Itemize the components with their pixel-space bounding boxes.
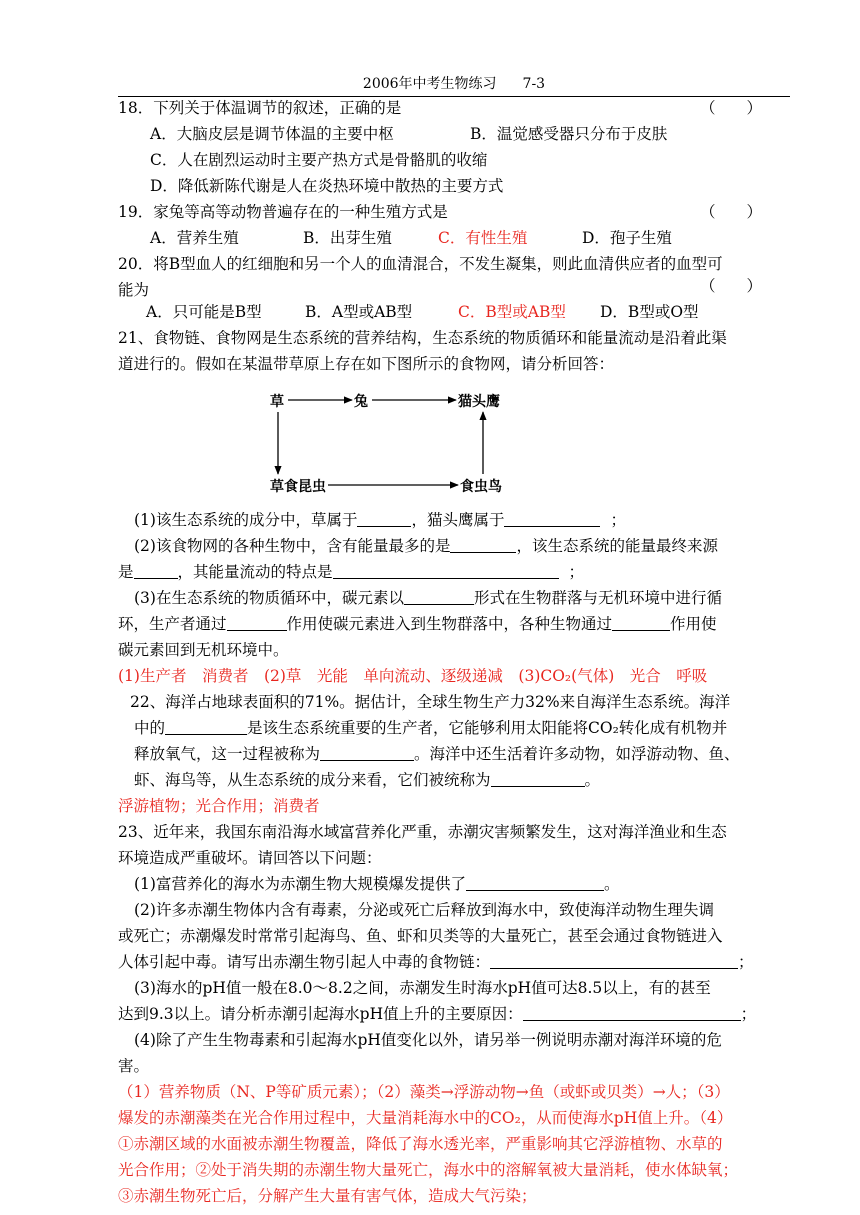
node-grass: 草 — [270, 394, 284, 410]
q23-part2-line3: 人体引起中毒。请写出赤潮生物引起人中毒的食物链： ； — [118, 953, 754, 971]
q19-stem: 19．家兔等高等动物普遍存在的一种生殖方式是 — [118, 203, 448, 221]
q18-option-d: D．降低新陈代谢是人在炎热环境中散热的主要方式 — [150, 177, 504, 195]
blank-q23-3 — [523, 1004, 741, 1021]
node-bird: 食虫鸟 — [460, 479, 502, 495]
q21-part3-end: 碳元素回到无机环境中。 — [118, 641, 289, 659]
q19-option-b: B．出芽生殖 — [303, 229, 392, 247]
q23-answer-line1: （1）营养物质（N、P等矿质元素）；（2）藻类→浮游动物→鱼（或虾或贝类）→人；（3） — [118, 1083, 730, 1101]
q21-part3: (3)在生态系统的物质循环中，碳元素以 形式在生物群落与无机环境中进行循 — [134, 589, 722, 607]
q23-part4-line2: 害。 — [118, 1057, 150, 1075]
q18-answer-paren: （ ） — [700, 99, 763, 117]
q21-intro-line2: 道进行的。假如在某温带草原上存在如下图所示的食物网，请分析回答： — [118, 355, 615, 373]
q18-option-b: B．温觉感受器只分布于皮肤 — [470, 125, 668, 143]
blank-q21-1a — [357, 510, 411, 527]
q20-stem-cont: 能为 — [118, 281, 150, 299]
q23-part2-line2: 或死亡；赤潮爆发时常常引起海鸟、鱼、虾和贝类等的大量死亡，甚至会通过食物链进入 — [118, 927, 723, 945]
header-page-number: 7-3 — [522, 76, 546, 92]
q23-part4-line1: (4)除了产生生物毒素和引起海水pH值变化以外，请另举一例说明赤潮对海洋环境的危 — [134, 1031, 722, 1049]
q23-part3-line1: (3)海水的pH值一般在8.0～8.2之间，赤潮发生时海水pH值可达8.5以上，有的甚至 — [134, 979, 711, 997]
q20-answer-paren: （ ） — [700, 277, 763, 295]
q22-line3: 释放氧气，这一过程被称为 。海洋中还生活着许多动物，如浮游动物、鱼、 — [134, 745, 740, 763]
q23-answer-line2: 爆发的赤潮藻类在光合作用过程中，大量消耗海水中的CO₂，从而使海水pH值上升。（4） — [118, 1109, 733, 1127]
blank-q22-1 — [165, 718, 247, 735]
q20-option-a: A．只可能是B型 — [146, 303, 262, 321]
q21-part3-cont: 环，生产者通过 作用使碳元素进入到生物群落中，各种生物通过 作用使 — [118, 615, 717, 633]
q23-answer-line4: 光合作用；②处于消失期的赤潮生物大量死亡，海水中的溶解氧被大量消耗，使水体缺氧； — [118, 1161, 739, 1179]
q21-intro-line1: 21、食物链、食物网是生态系统的营养结构，生态系统的物质循环和能量流动是沿着此渠 — [118, 329, 727, 347]
q22-line4: 虾、海鸟等，从生态系统的成分来看，它们被统称为 。 — [134, 771, 601, 789]
q23-part3-line2: 达到9.3以上。请分析赤潮引起海水pH值上升的主要原因： ； — [118, 1005, 757, 1023]
q21-part1: (1)该生态系统的成分中，草属于 ，猫头鹰属于 ； — [134, 511, 626, 529]
blank-q23-1 — [466, 874, 604, 891]
blank-q22-3 — [491, 770, 585, 787]
q21-answer: (1)生产者 消费者 (2)草 光能 单向流动、逐级递减 (3)CO₂(气体) 光合 呼吸 — [118, 667, 708, 685]
q19-option-a: A．营养生殖 — [150, 229, 239, 247]
q18-option-c: C．人在剧烈运动时主要产热方式是骨骼肌的收缩 — [150, 151, 488, 169]
q20-option-c-correct: C．B型或AB型 — [458, 303, 566, 321]
header-title: 2006年中考生物练习 — [362, 76, 497, 92]
q20-option-b: B．A型或AB型 — [305, 303, 413, 321]
q18-option-a: A．大脑皮层是调节体温的主要中枢 — [150, 125, 394, 143]
q23-part2-line1: (2)许多赤潮生物体内含有毒素，分泌或死亡后释放到海水中，致使海洋动物生理失调 — [134, 901, 714, 919]
q21-part2: (2)该食物网的各种生物中，含有能量最多的是 ，该生态系统的能量最终来源 — [134, 537, 718, 555]
q18-stem: 18．下列关于体温调节的叙述，正确的是 — [118, 99, 402, 117]
q22-line2: 中的 是该生态系统重要的生产者，它能够利用太阳能将CO₂转化成有机物并 — [134, 719, 728, 737]
blank-q21-3c — [612, 614, 670, 631]
q23-answer-line5: ③赤潮生物死亡后，分解产生大量有害气体，造成大气污染； — [118, 1187, 537, 1205]
node-owl: 猫头鹰 — [458, 394, 500, 410]
q23-line2: 环境造成严重破坏。请回答以下问题： — [118, 849, 382, 867]
node-rabbit: 兔 — [354, 394, 368, 410]
q19-answer-paren: （ ） — [700, 203, 763, 221]
page-header — [118, 74, 790, 97]
q22-answer: 浮游植物；光合作用；消费者 — [118, 797, 320, 815]
q20-option-d: D．B型或O型 — [600, 303, 699, 321]
q23-part1: (1)富营养化的海水为赤潮生物大规模爆发提供了 。 — [134, 875, 620, 893]
q19-option-c-correct: C．有性生殖 — [438, 229, 528, 247]
blank-q22-2 — [320, 744, 414, 761]
blank-q21-3b — [227, 614, 287, 631]
blank-q21-1b — [504, 510, 600, 527]
q21-part2-cont: 是 ，其能量流动的特点是 ； — [118, 563, 585, 581]
node-insect: 草食昆虫 — [270, 479, 326, 495]
q20-stem: 20．将B型血人的红细胞和另一个人的血清混合，不发生凝集，则此血清供应者的血型可 — [118, 255, 723, 273]
blank-q21-2a — [450, 536, 516, 553]
q23-line1: 23、近年来，我国东南沿海水域富营养化严重，赤潮灾害频繁发生，这对海洋渔业和生态 — [118, 823, 727, 841]
q19-option-d: D．孢子生殖 — [582, 229, 672, 247]
blank-q21-2c — [333, 562, 559, 579]
blank-q21-2b — [134, 562, 178, 579]
blank-q21-3a — [404, 588, 474, 605]
q22-line1: 22、海洋占地球表面积的71%。据估计，全球生物生产力32%来自海洋生态系统。海洋 — [130, 693, 731, 711]
food-web-diagram — [262, 388, 522, 498]
q23-answer-line3: ①赤潮区域的水面被赤潮生物覆盖，降低了海水透光率，严重影响其它浮游植物、水草的 — [118, 1135, 723, 1153]
blank-q23-2 — [490, 952, 738, 969]
